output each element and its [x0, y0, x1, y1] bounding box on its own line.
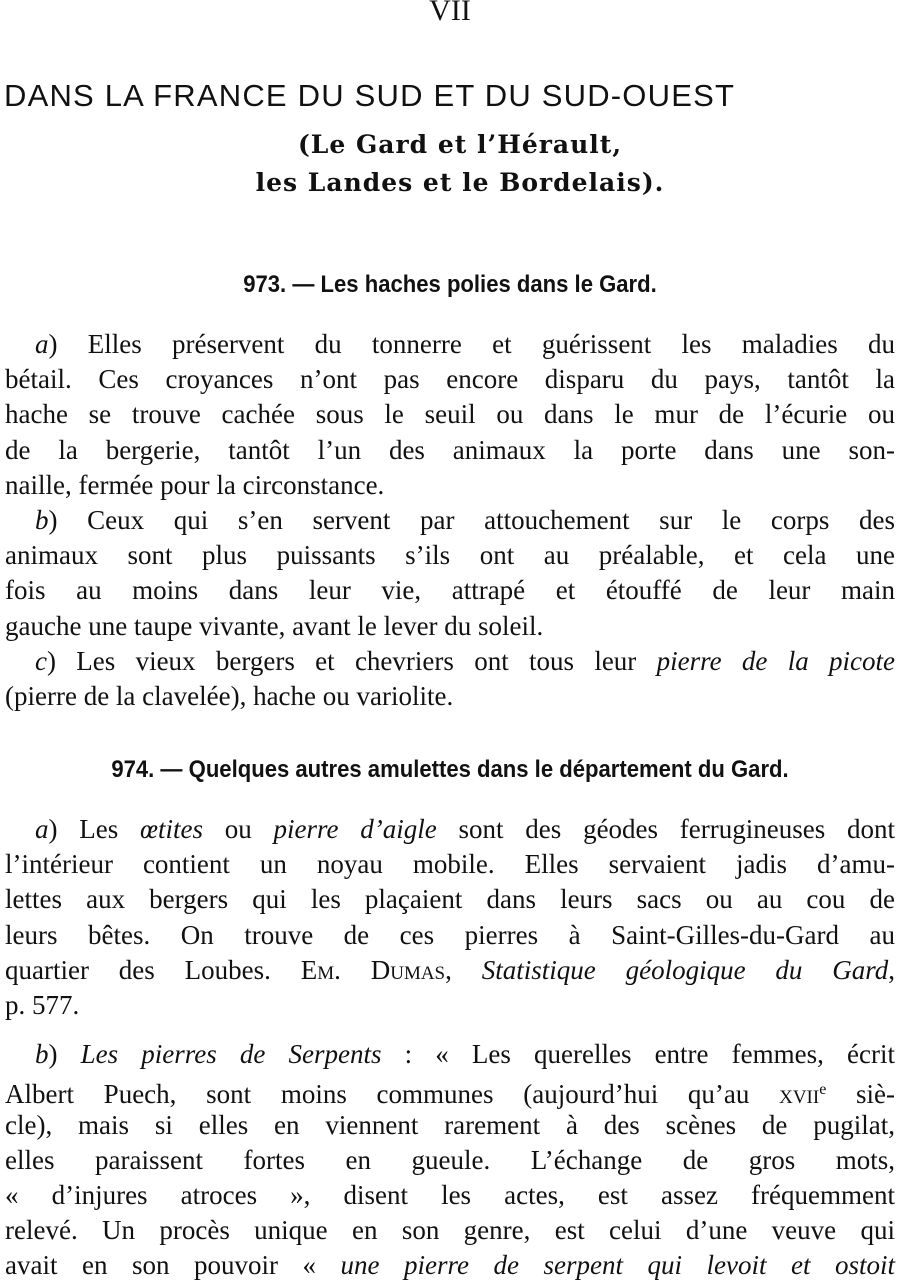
- text-line: [5, 433, 895, 468]
- section-heading: 974. — Quelques autres amulettes dans le département du Gard.: [111, 756, 789, 783]
- text-segment: a: [35, 814, 49, 844]
- text-line: [5, 644, 895, 679]
- text-segment: cle), mais si elles en viennent rarement à des scènes de pugilat,: [5, 1109, 895, 1140]
- text-line: [5, 468, 895, 503]
- text-line: [5, 609, 895, 644]
- chapter-subtitle-line: (Le Gard et l’Hérault,: [297, 130, 623, 159]
- text-line: [5, 573, 895, 608]
- text-segment: quartier des Loubes.: [5, 954, 301, 985]
- text-segment: pierre d’aigle: [273, 814, 437, 844]
- text-segment: siè-: [826, 1079, 896, 1110]
- text-segment: « d’injures atroces », disent les actes, est assez fréquemment: [5, 1179, 895, 1210]
- text-segment: elles paraissent fortes en gueule. L’échange de gros mots,: [5, 1144, 895, 1175]
- text-segment: Albert Puech, sont moins communes (aujourd’hui qu’au: [5, 1079, 780, 1110]
- text-segment: pierre de la picote: [656, 645, 895, 676]
- text-segment: animaux sont plus puissants s’ils ont au préalable, et cela une: [5, 540, 895, 571]
- text-line: [5, 918, 895, 953]
- text-segment: avait en son pouvoir «: [5, 1250, 341, 1281]
- text-segment: hache se trouve cachée sous le seuil ou dans le mur de l’écurie ou: [5, 399, 895, 430]
- text-segment: ) Ceux qui s’en servent par attouchement sur le corps des: [48, 504, 895, 535]
- text-segment: c: [35, 645, 47, 676]
- text-line: [5, 847, 895, 882]
- text-segment: ,: [445, 954, 482, 985]
- text-segment: bétail. Ces croyances n’ont pas encore disparu du pays, tantôt la: [5, 364, 895, 395]
- text-segment: leurs bêtes. On trouve de ces pierres à Saint-Gilles-du-Gard au: [5, 919, 895, 950]
- text-segment: (pierre de la clavelée), hache ou variolite.: [5, 680, 454, 711]
- section-body: [5, 327, 895, 714]
- text-segment: Em. Dumas: [300, 954, 446, 985]
- text-segment: fois au moins dans leur vie, attrapé et étouffé de leur main: [5, 575, 895, 606]
- text-segment: œtites: [140, 814, 204, 844]
- text-line: [5, 679, 895, 714]
- section-body: [5, 812, 895, 1283]
- text-segment: ) Elles préservent du tonnerre et guérissent les maladies du: [48, 329, 895, 359]
- text-line: [5, 1143, 895, 1178]
- text-segment: a: [35, 329, 49, 359]
- text-segment: ) Les: [48, 814, 140, 844]
- text-segment: naille, fermée pour la circonstance.: [5, 469, 385, 500]
- text-line: [5, 953, 895, 988]
- chapter-subtitle-line: les Landes et le Bordelais).: [255, 168, 665, 197]
- text-segment: ou: [203, 814, 274, 844]
- text-segment: ): [48, 1039, 81, 1070]
- text-segment: xvii: [779, 1079, 820, 1110]
- chapter-number: VII: [429, 0, 471, 27]
- text-line: [5, 362, 895, 397]
- section-heading: 973. — Les haches polies dans le Gard.: [243, 271, 657, 298]
- text-line: [5, 812, 895, 847]
- text-segment: une pierre de serpent qui levoit et ostoit: [340, 1250, 895, 1281]
- text-segment: ) Les vieux bergers et chevriers ont tous leur: [46, 645, 657, 676]
- text-line: [5, 1178, 895, 1213]
- text-segment: Les pierres de Serpents: [80, 1039, 382, 1070]
- text-segment: b: [35, 504, 49, 535]
- text-segment: Statistique géologique du Gard: [481, 954, 889, 985]
- text-segment: lettes aux bergers qui les plaçaient dans leurs sacs ou au cou de: [5, 884, 895, 915]
- text-segment: relevé. Un procès unique en son genre, est celui d’une veuve qui: [5, 1215, 895, 1246]
- text-segment: ,: [888, 954, 896, 985]
- text-segment: b: [35, 1039, 49, 1070]
- text-line: [5, 882, 895, 917]
- text-line: [5, 1108, 895, 1143]
- chapter-title: DANS LA FRANCE DU SUD ET DU SUD-OUEST: [4, 78, 736, 113]
- text-line: [5, 327, 895, 362]
- text-segment: sont des géodes ferrugineuses dont: [436, 814, 896, 844]
- text-segment: : « Les querelles entre femmes, écrit: [381, 1039, 895, 1070]
- text-line: [5, 1037, 895, 1072]
- text-line: [5, 397, 895, 432]
- text-line: [5, 988, 895, 1023]
- text-segment: e: [819, 1081, 827, 1099]
- text-segment: l’intérieur contient un noyau mobile. Elles servaient jadis d’amu-: [5, 849, 895, 880]
- text-line: [5, 538, 895, 573]
- text-line: [5, 503, 895, 538]
- text-line: [5, 1072, 896, 1110]
- text-line: [5, 1213, 895, 1248]
- text-segment: de la bergerie, tantôt l’un des animaux la porte dans une son-: [5, 434, 895, 465]
- text-segment: p. 577.: [5, 989, 80, 1020]
- text-segment: gauche une taupe vivante, avant le lever du soleil.: [5, 610, 544, 641]
